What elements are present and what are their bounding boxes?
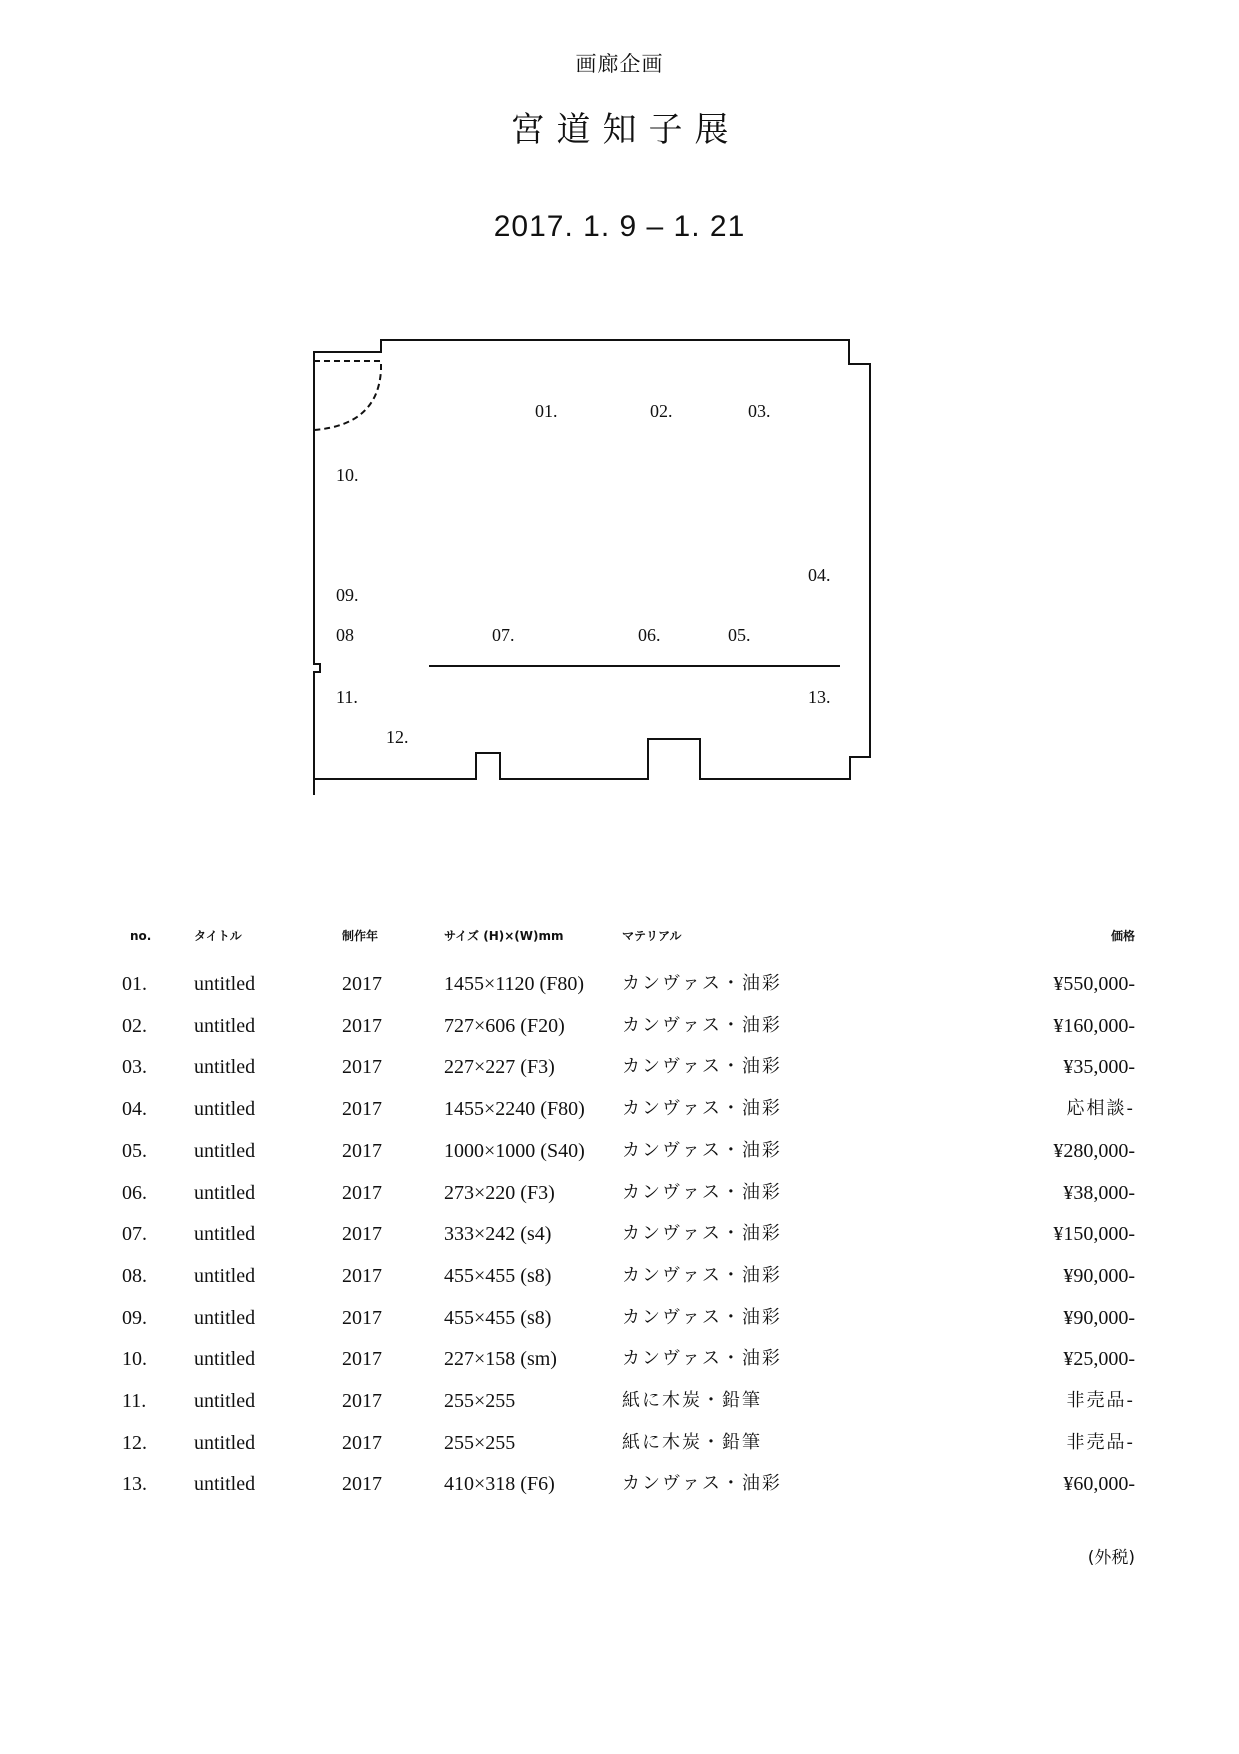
exhibition-dates: 2017. 1. 9 – 1. 21	[493, 210, 746, 243]
row-title: untitled	[194, 1056, 256, 1079]
row-material: カンヴァス・油彩	[622, 1181, 782, 1203]
row-price: 非売品-	[1066, 1390, 1135, 1411]
row-title: untitled	[194, 1264, 256, 1287]
plan-label-09: 09.	[336, 585, 359, 605]
row-title: untitled	[194, 973, 256, 995]
row-title: untitled	[194, 1181, 256, 1204]
row-title: untitled	[194, 1348, 256, 1371]
row-no: 02.	[122, 1014, 147, 1037]
exhibition-category: 画廊企画	[575, 52, 664, 76]
row-size: 333×242 (s4)	[444, 1223, 552, 1246]
row-title: untitled	[194, 1223, 256, 1246]
row-year: 2017	[342, 1014, 382, 1037]
row-price: 応相談-	[1066, 1098, 1135, 1120]
row-price: ¥35,000-	[1063, 1056, 1135, 1079]
exhibition-title: 宮道知子展	[510, 110, 741, 150]
row-size: 455×455 (s8)	[444, 1264, 552, 1287]
row-price: ¥25,000-	[1063, 1348, 1135, 1371]
row-no: 05.	[122, 1139, 147, 1162]
row-title: untitled	[194, 1431, 256, 1454]
row-size: 1455×1120 (F80)	[444, 973, 584, 995]
plan-label-13: 13.	[808, 687, 831, 707]
header-year: 制作年	[342, 929, 379, 943]
row-price: ¥90,000-	[1063, 1264, 1135, 1287]
row-year: 2017	[342, 973, 382, 995]
plan-label-05: 05.	[728, 625, 751, 645]
row-year: 2017	[342, 1223, 382, 1246]
row-material: 紙に木炭・鉛筆	[622, 1431, 762, 1453]
row-year: 2017	[342, 1181, 382, 1204]
row-title: untitled	[194, 1139, 256, 1162]
plan-label-07: 07.	[492, 625, 515, 645]
row-no: 06.	[122, 1181, 147, 1204]
row-no: 01.	[122, 973, 147, 995]
row-year: 2017	[342, 1473, 382, 1496]
row-material: カンヴァス・油彩	[622, 1056, 782, 1078]
row-size: 255×255	[444, 1431, 516, 1454]
row-material: 紙に木炭・鉛筆	[622, 1390, 762, 1411]
row-no: 13.	[122, 1473, 147, 1496]
table-row	[0, 1136, 1239, 1166]
row-year: 2017	[342, 1348, 382, 1371]
row-material: カンヴァス・油彩	[622, 1348, 782, 1370]
row-price: ¥60,000-	[1063, 1473, 1135, 1496]
row-year: 2017	[342, 1264, 382, 1287]
row-year: 2017	[342, 1056, 382, 1079]
table-row	[0, 1011, 1239, 1041]
row-size: 727×606 (F20)	[444, 1014, 565, 1037]
row-no: 11.	[122, 1390, 147, 1412]
row-size: 1455×2240 (F80)	[444, 1098, 585, 1121]
tax-note: (外税)	[1087, 1548, 1135, 1568]
row-price: ¥90,000-	[1063, 1306, 1135, 1329]
row-size: 455×455 (s8)	[444, 1306, 552, 1329]
plan-label-10: 10.	[336, 465, 359, 485]
row-title: untitled	[194, 1014, 256, 1037]
row-no: 07.	[122, 1223, 147, 1246]
table-row	[0, 1386, 1239, 1416]
header-price: 価格	[1110, 929, 1135, 943]
header-material: マテリアル	[622, 929, 682, 943]
row-no: 09.	[122, 1306, 147, 1329]
row-material: カンヴァス・油彩	[622, 1306, 782, 1328]
plan-label-11: 11.	[336, 687, 358, 707]
plan-label-01: 01.	[535, 401, 558, 421]
list-header	[0, 926, 1239, 956]
row-year: 2017	[342, 1098, 382, 1121]
row-material: カンヴァス・油彩	[622, 1139, 782, 1161]
table-row	[0, 1428, 1239, 1458]
row-price: ¥38,000-	[1063, 1181, 1135, 1204]
table-row	[0, 1052, 1239, 1082]
row-size: 227×158 (sm)	[444, 1348, 557, 1371]
row-year: 2017	[342, 1431, 382, 1454]
plan-label-03: 03.	[748, 401, 771, 421]
row-no: 10.	[122, 1348, 147, 1371]
row-no: 12.	[122, 1431, 147, 1454]
row-price: 非売品-	[1066, 1431, 1135, 1453]
table-row	[0, 1178, 1239, 1208]
plan-label-06: 06.	[638, 625, 661, 645]
row-material: カンヴァス・油彩	[622, 1014, 782, 1036]
table-row	[0, 1261, 1239, 1291]
table-row	[0, 1344, 1239, 1374]
row-title: untitled	[194, 1098, 256, 1121]
header-title: タイトル	[194, 929, 242, 943]
row-title: untitled	[194, 1306, 256, 1329]
row-material: カンヴァス・油彩	[622, 1473, 782, 1495]
table-row	[0, 969, 1239, 999]
table-row	[0, 1303, 1239, 1333]
row-size: 1000×1000 (S40)	[444, 1139, 585, 1162]
header-size: サイズ (H)×(W)mm	[444, 929, 564, 943]
gallery-floor-plan	[300, 325, 900, 795]
row-title: untitled	[194, 1390, 256, 1412]
plan-label-04: 04.	[808, 565, 831, 585]
door-swing	[314, 361, 381, 430]
row-size: 273×220 (F3)	[444, 1181, 555, 1204]
row-price: ¥150,000-	[1053, 1223, 1135, 1246]
plan-label-02: 02.	[650, 401, 673, 421]
row-year: 2017	[342, 1390, 382, 1412]
row-price: ¥280,000-	[1053, 1139, 1135, 1162]
plan-label-08: 08	[336, 625, 354, 645]
row-title: untitled	[194, 1473, 256, 1496]
row-material: カンヴァス・油彩	[622, 1098, 782, 1120]
row-size: 410×318 (F6)	[444, 1473, 555, 1496]
row-price: ¥160,000-	[1053, 1014, 1135, 1037]
row-material: カンヴァス・油彩	[622, 1264, 782, 1286]
row-year: 2017	[342, 1306, 382, 1329]
row-price: ¥550,000-	[1053, 973, 1135, 995]
row-no: 03.	[122, 1056, 147, 1079]
header-no: no.	[130, 929, 152, 943]
row-material: カンヴァス・油彩	[622, 1223, 782, 1245]
row-year: 2017	[342, 1139, 382, 1162]
row-no: 08.	[122, 1264, 147, 1287]
table-row	[0, 1469, 1239, 1499]
row-size: 255×255	[444, 1390, 516, 1412]
row-material: カンヴァス・油彩	[622, 973, 782, 994]
table-row	[0, 1094, 1239, 1124]
table-row	[0, 1219, 1239, 1249]
row-no: 04.	[122, 1098, 147, 1121]
row-size: 227×227 (F3)	[444, 1056, 555, 1079]
plan-label-12: 12.	[386, 727, 409, 747]
